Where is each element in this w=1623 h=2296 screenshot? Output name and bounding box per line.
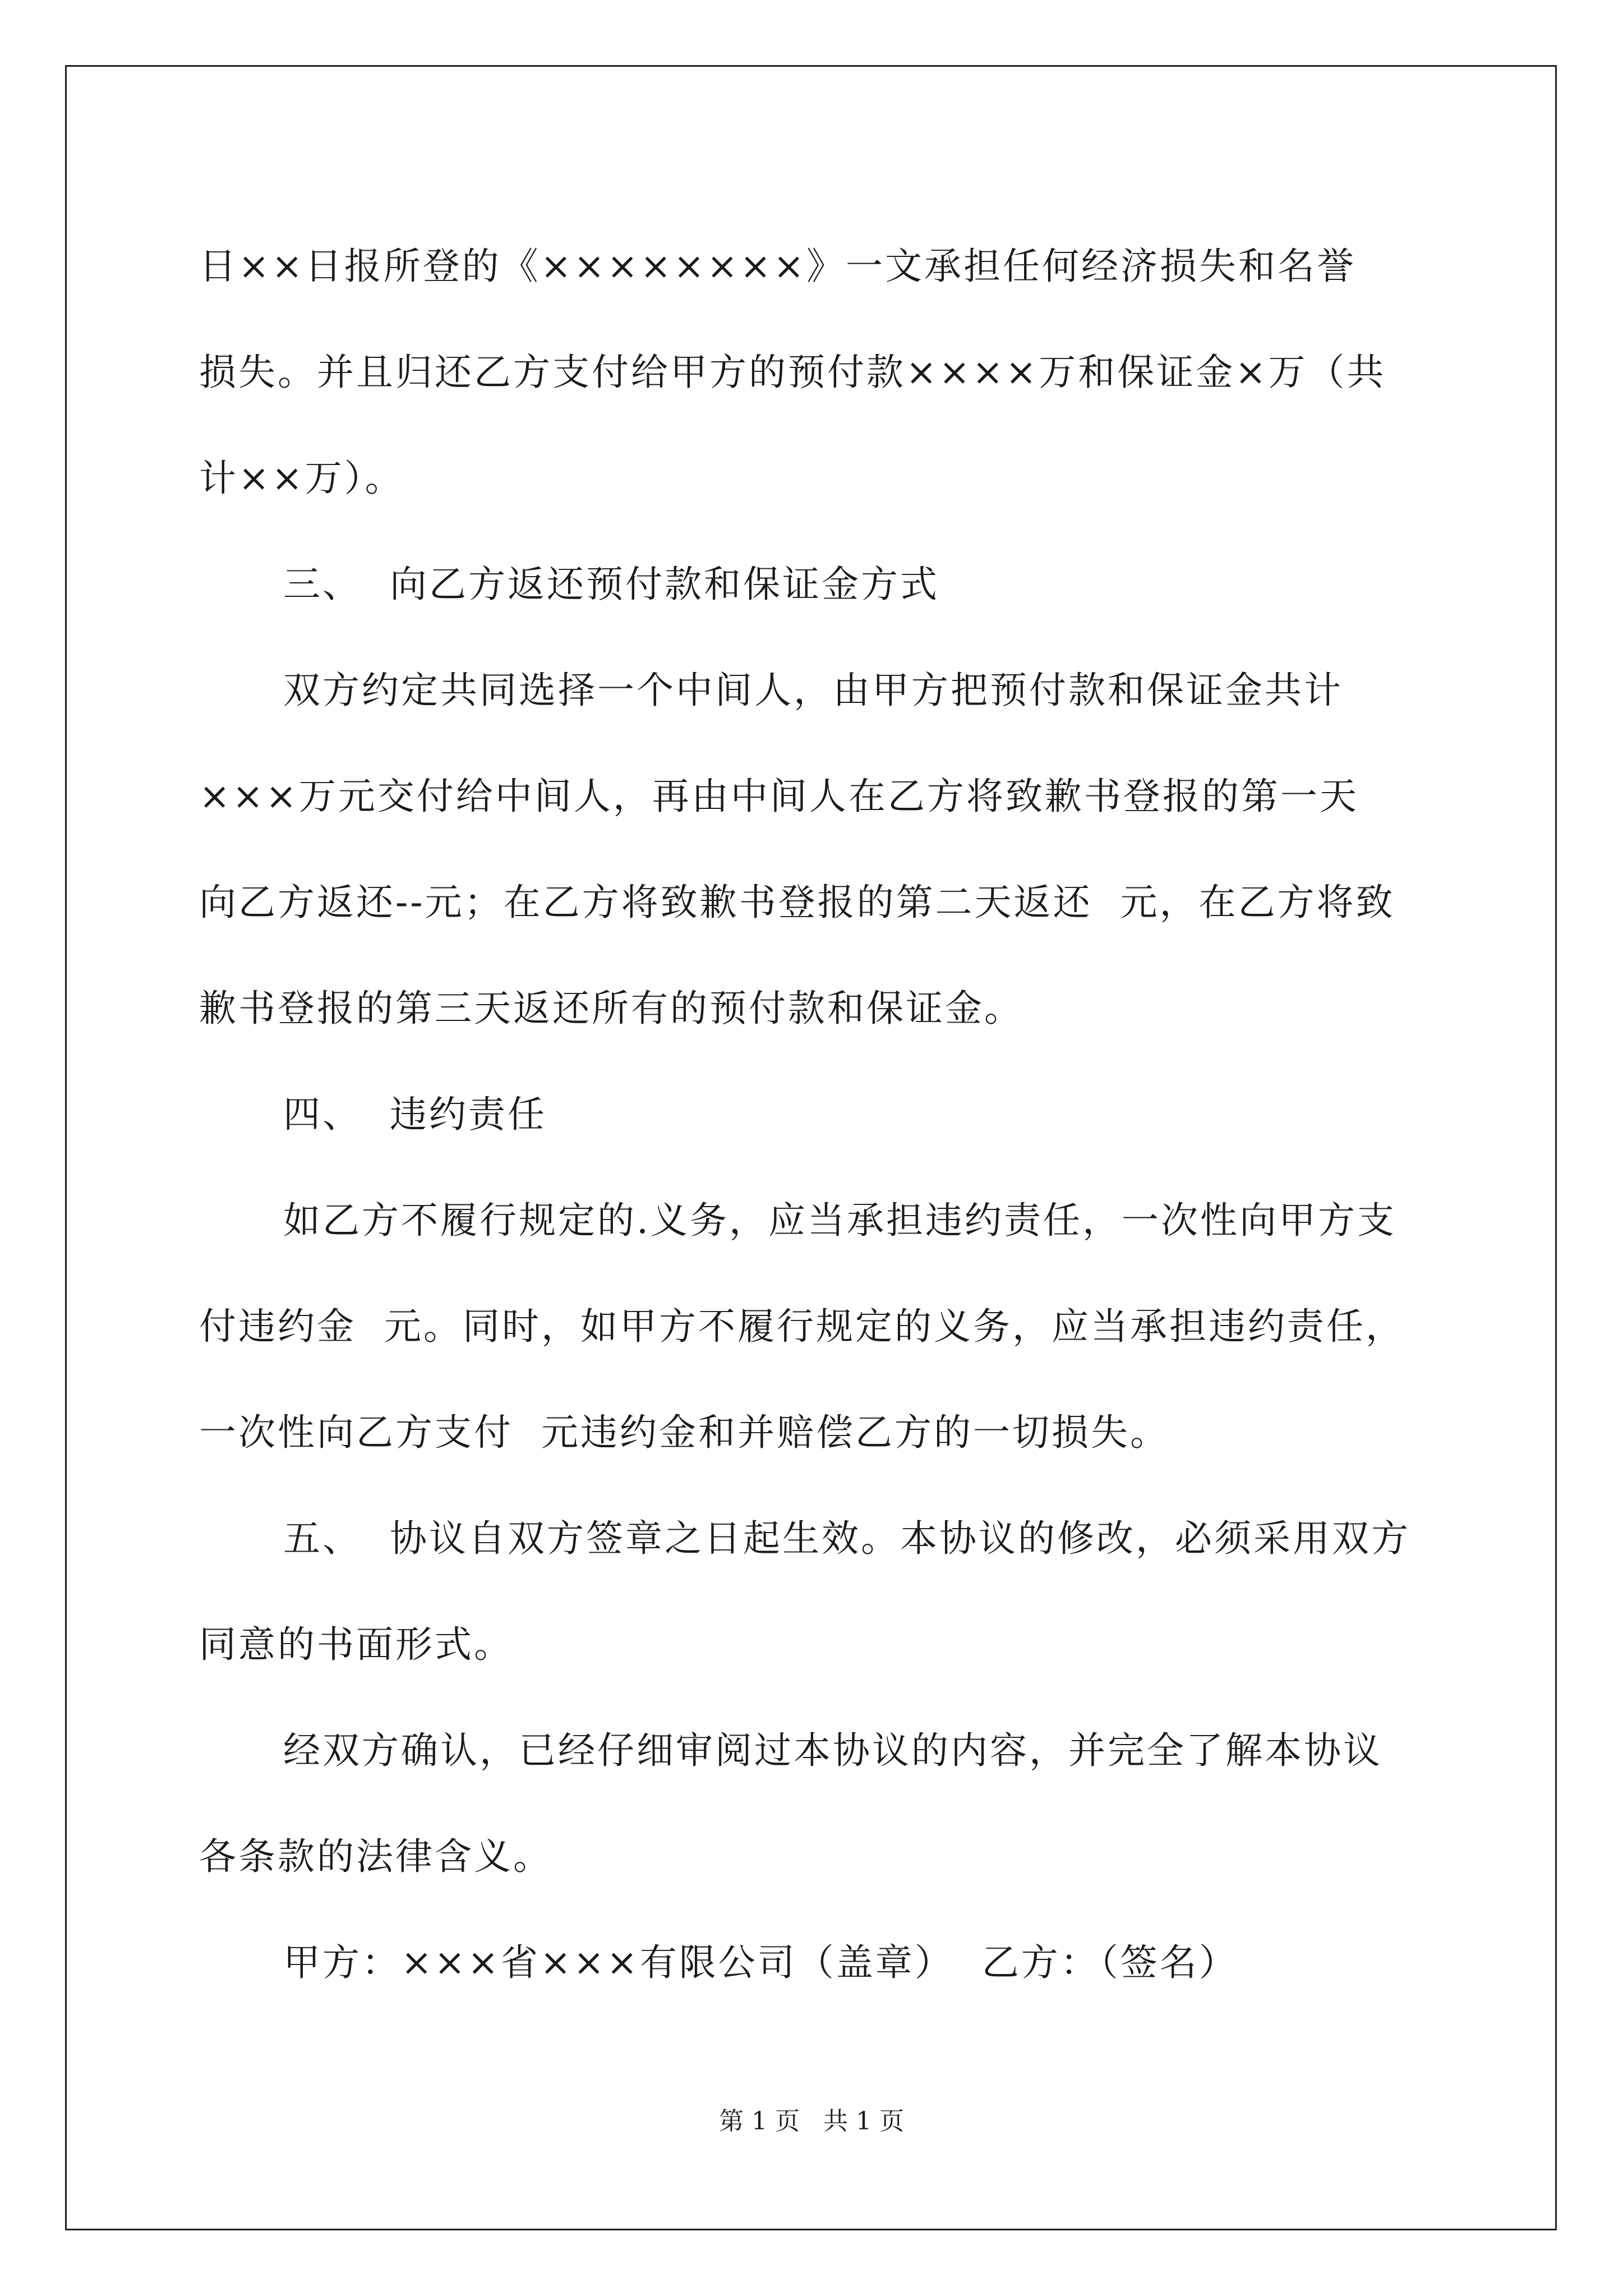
text-line: 歉书登报的第三天返还所有的预付款和保证金。 [199, 987, 1023, 1030]
text-line: 计××万）。 [199, 457, 404, 500]
text-line: 损失。并且归还乙方支付给甲方的预付款××××万和保证金×万（共 [199, 351, 1386, 394]
section-heading: 五、 协议自双方签章之日起生效。本协议的修改，必须采用双方 [283, 1517, 1410, 1560]
text-line: 各条款的法律含义。 [199, 1835, 552, 1878]
text-line: 双方约定共同选择一个中间人，由甲方把预付款和保证金共计 [283, 669, 1343, 712]
text-line: 向乙方返还--元；在乙方将致歉书登报的第二天返还 元，在乙方将致 [199, 881, 1395, 924]
document-body [199, 213, 1433, 2016]
text-line: 经双方确认，已经仔细审阅过本协议的内容，并完全了解本协议 [283, 1729, 1382, 1772]
page-number: 第 1 页 共 1 页 [719, 2107, 904, 2136]
section-heading: 三、 向乙方返还预付款和保证金方式 [283, 563, 939, 606]
text-line: ×××万元交付给中间人，再由中间人在乙方将致歉书登报的第一天 [199, 775, 1359, 818]
section-heading: 四、 违约责任 [283, 1093, 547, 1136]
text-line: 一次性向乙方支付 元违约金和并赔偿乙方的一切损失。 [199, 1411, 1169, 1454]
text-line: 如乙方不履行规定的.义务，应当承担违约责任，一次性向甲方支 [283, 1199, 1396, 1242]
text-line: 同意的书面形式。 [199, 1623, 513, 1666]
text-line: 日××日报所登的《××××××××》一文承担任何经济损失和名誉 [199, 245, 1357, 288]
text-line: 付违约金 元。同时，如甲方不履行规定的义务，应当承担违约责任， [199, 1305, 1405, 1348]
signature-line: 甲方：×××省×××有限公司（盖章） 乙方：（签名） [283, 1941, 1238, 1984]
